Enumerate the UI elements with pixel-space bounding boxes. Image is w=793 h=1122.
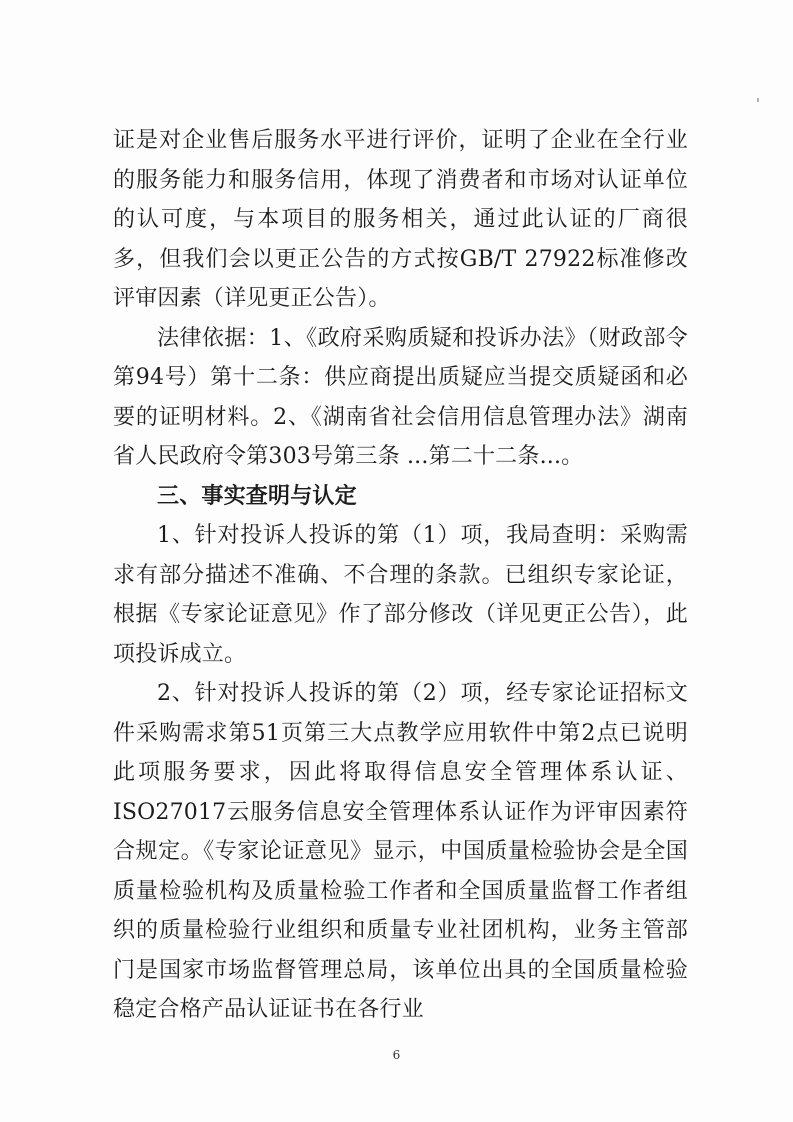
paragraph-finding-1: 1、针对投诉人投诉的第（1）项，我局查明：采购需求有部分描述不准确、不合理的条款。已组织专家论证，根据《专家论证意见》作了部分修改（详见更正公告），此项投诉成立。 — [113, 523, 688, 667]
page-number: 6 — [392, 1048, 401, 1062]
section-heading-facts: 三、事实查明与认定 — [157, 483, 357, 509]
scan-speck — [757, 98, 759, 102]
paragraph-legal-basis: 法律依据：1、《政府采购质疑和投诉办法》（财政部令第94号）第十二条：供应商提出质疑应当提交质疑函和必要的证明材料。2、《湖南省社会信用信息管理办法》湖南省人民政府令第303号第三条 ...第二十二条...。 — [113, 325, 688, 469]
paragraph-continuation: 证是对企业售后服务水平进行评价，证明了企业在全行业的服务能力和服务信用，体现了消费者和市场对认证单位的认可度，与本项目的服务相关，通过此认证的厂商很多，但我们会以更正公告的方式按GB/T 27922标准修改评审因素（详见更正公告）。 — [113, 128, 688, 311]
paragraph-finding-2: 2、针对投诉人投诉的第（2）项，经专家论证招标文件采购需求第51页第三大点教学应用软件中第2点已说明此项服务要求，因此将取得信息安全管理体系认证、ISO27017云服务信息安全管理体系认证作为评审因素符合规定。《专家论证意见》显示，中国质量检验协会是全国质量检验机构及质量检验工作者和全国质量监督工作者组织的质量检验行业组织和质量专业社团机构，业务主管部门是国家市场监督管理总局，该单位出具的全国质量检验稳定合格产品认证证书在各行业 — [113, 681, 688, 1022]
document-body — [113, 121, 688, 1030]
